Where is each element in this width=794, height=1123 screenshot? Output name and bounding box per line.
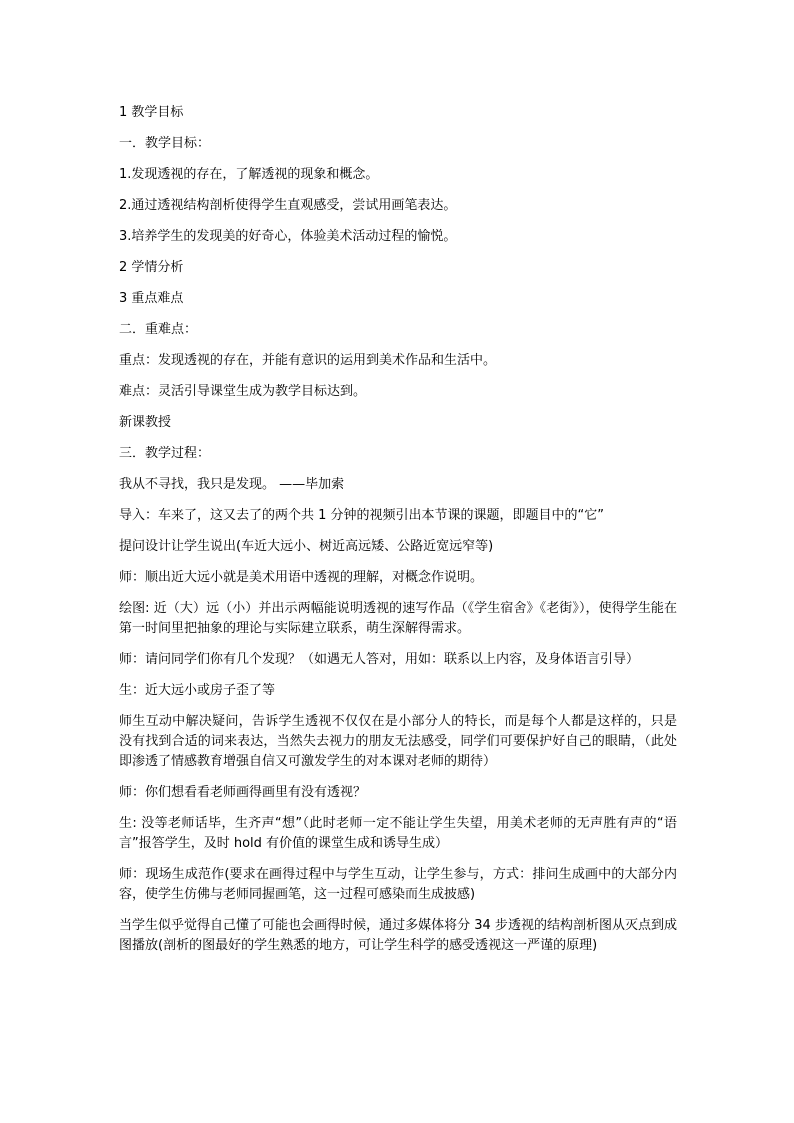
document-body — [119, 103, 677, 956]
goal-item-1: 1.发现透视的存在，了解透视的现象和概念。 — [119, 167, 379, 182]
goal-item-3: 3.培养学生的发现美的好奇心，体验美术活动过程的愉悦。 — [119, 229, 457, 244]
process-live-demo: 师：现场生成范作(要求在画得过程中与学生互动，让学生参与，方式：排问生成画中的大部分内容，使学生仿佛与老师同握画笔，这一过程可感染而生成披感) — [119, 867, 677, 902]
process-teacher-question: 师：请问同学们你有几个发现？（如遇无人答对，用如：联系以上内容，及身体语言引导） — [119, 652, 640, 667]
section-heading-new-lesson: 新课教授 — [119, 415, 172, 430]
quote-picasso: 我从不寻找，我只是发现。 ——毕加索 — [119, 477, 345, 492]
key-point-text: 重点：发现透视的存在，并能有意识的运用到美术作品和生活中。 — [119, 353, 497, 368]
process-intro: 导入：车来了，这又去了的两个共 1 分钟的视频引出本节课的课题，即题目中的“它” — [119, 508, 605, 523]
subheading-key-difficult-points: 二．重难点： — [119, 322, 198, 337]
section-heading-student-analysis: 2 学情分析 — [119, 260, 184, 275]
process-question-design: 提问设计让学生说出(车近大远小、树近高远矮、公路近宽远窄等) — [119, 539, 494, 554]
section-heading-key-points: 3 重点难点 — [119, 291, 184, 306]
difficult-point-text: 难点：灵活引导课堂生成为教学目标达到。 — [119, 384, 367, 399]
subheading-teaching-process: 三．教学过程： — [119, 446, 211, 461]
process-multimedia: 当学生似乎觉得自己懂了可能也会画得时候，通过多媒体将分 34 步透视的结构剖析图从灭点到成图播放(剖析的图最好的学生熟悉的地方，可让学生科学的感受透视这一严谨的原理) — [119, 918, 677, 953]
process-teacher-ask-view: 师：你们想看看老师画得画里有没有透视？ — [119, 785, 367, 800]
section-heading-goals: 1 教学目标 — [119, 105, 184, 120]
process-student-answer: 生：近大远小或房子歪了等 — [119, 683, 276, 698]
process-teacher-explain: 师：顺出近大远小就是美术用语中透视的理解，对概念作说明。 — [119, 570, 484, 585]
process-student-reply: 生: 没等老师话毕，生齐声“想”（此时老师一定不能让学生失望，用美术老师的无声胜有声的“语言”报答学生，及时 hold 有价值的课堂生成和诱导生成） — [119, 816, 677, 851]
goal-item-2: 2.通过透视结构剖析使得学生直观感受，尝试用画笔表达。 — [119, 198, 457, 213]
subheading-teaching-goals: 一．教学目标： — [119, 136, 211, 151]
process-drawing: 绘图: 近（大）远（小）并出示两幅能说明透视的速写作品（《学生宿舍》《老街》），使得学生能在第一时间里把抽象的理论与实际建立联系，萌生深解得需求。 — [119, 601, 677, 636]
process-interaction: 师生互动中解决疑问，告诉学生透视不仅仅在是小部分人的特长，而是每个人都是这样的，只是没有找到合适的词来表达，当然失去视力的朋友无法感受，同学们可要保护好自己的眼睛，（此处即渗透了情感教育增强自信又可激发学生的对本课对老师的期待） — [119, 714, 677, 769]
